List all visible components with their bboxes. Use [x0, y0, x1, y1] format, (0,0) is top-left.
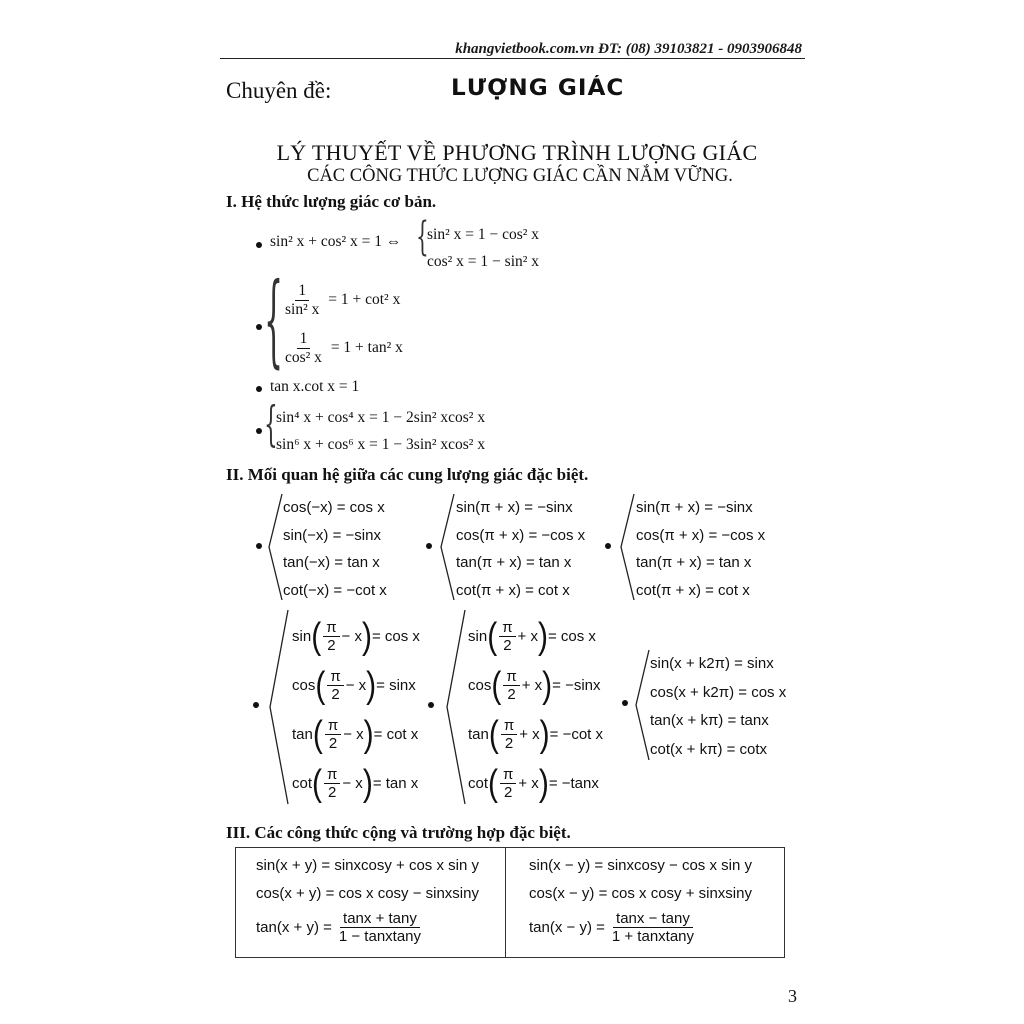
- formula-line: sin(π + x) = −sinx: [456, 499, 573, 516]
- formula-line: cos ( $\frac{\pi}{2}$ + x ) = −sinx: [468, 664, 601, 706]
- bullet: [428, 702, 434, 708]
- formula-line: sin(x + k2π) = sinx: [650, 655, 774, 672]
- formula-line: tan(−x) = tan x: [283, 554, 380, 571]
- formula-line: tan(x + kπ) = tanx: [650, 712, 769, 729]
- addition-formulas-left: [256, 852, 479, 946]
- group-negative-angle: [283, 494, 387, 604]
- system-power-identities: [276, 404, 485, 458]
- formula-line: sin ( $\frac{\pi}{2}$ + x ) = cos x: [468, 615, 596, 657]
- fraction: $\frac{1}{\text{cos² x}}$: [285, 330, 322, 366]
- fraction: $\frac{\pi}{2}$: [325, 717, 341, 753]
- formula-line: sin⁶ x + cos⁶ x = 1 − 3sin² xcos² x: [276, 436, 486, 453]
- formula-line: sin(−x) = −sinx: [283, 526, 381, 544]
- addition-formulas-right: [529, 852, 752, 946]
- bullet: [256, 543, 262, 549]
- section-3-heading: III. Các công thức cộng và trường hợp đặc biệt.: [226, 823, 571, 842]
- angle-bracket-icon: [438, 492, 456, 602]
- fraction: $\frac{\pi}{2}$: [500, 766, 516, 802]
- formula-line: sin(π + x) = −sinx: [636, 499, 753, 516]
- brace-icon: {: [416, 214, 429, 260]
- formula-line: sin(x + y) = sinxcosy + cos x sin y: [256, 857, 479, 874]
- page-number: 3: [788, 986, 797, 1006]
- formula-line: sin ( $\frac{\pi}{2}$ − x ) = cos x: [292, 615, 420, 657]
- brace-icon: {: [264, 261, 284, 378]
- formula-line: cos(x + y) = cos x cosy − sinxsiny: [256, 885, 479, 902]
- formula-line: cos(π + x) = −cos x: [456, 526, 586, 544]
- formula-line: tan(π + x) = tan x: [456, 554, 572, 571]
- bullet: [256, 242, 262, 248]
- table-divider: [505, 847, 506, 958]
- group-complementary-angle: [292, 612, 420, 808]
- group-pi-plus-angle: [456, 494, 585, 604]
- system-pythagorean: [427, 221, 539, 275]
- bullet: [256, 324, 262, 330]
- formula-line: cot(π + x) = cot x: [456, 581, 570, 599]
- angle-bracket-icon: [633, 648, 651, 762]
- bullet: [426, 543, 432, 549]
- formula-line: tan ( $\frac{\pi}{2}$ − x ) = cot x: [292, 713, 419, 755]
- formula-line: tan ( $\frac{\pi}{2}$ + x ) = −cot x: [468, 713, 604, 755]
- reciprocal-cos-line: $\frac{1}{\text{cos² x}}$ = 1 + tan² x: [280, 330, 403, 367]
- formula-line: cos(x − y) = cos x cosy + sinxsiny: [529, 885, 752, 902]
- formula-line: cot(x + kπ) = cotx: [650, 740, 768, 758]
- bullet: [256, 386, 262, 392]
- bullet: [622, 700, 628, 706]
- fraction: $\frac{1}{\text{sin² x}}$: [285, 282, 320, 318]
- formula-line: tan(π + x) = tan x: [636, 554, 752, 571]
- formula-line: cot(π + x) = cot x: [636, 581, 750, 599]
- formula-line: cos(x + k2π) = cos x: [650, 683, 787, 701]
- fraction: $\frac{\tan x - \tan y}{\text{1 + tanxtany}}$: [611, 910, 695, 946]
- group-pi-plus-angle-repeat: [636, 494, 765, 604]
- bullet: [256, 428, 262, 434]
- identity-pythagorean: sin² x + cos² x = 1 ⇔: [270, 233, 402, 250]
- group-supplementary-half-angle: [468, 612, 603, 808]
- formula-line: cos(π + x) = −cos x: [636, 526, 766, 544]
- topic-label: Chuyên đề:: [226, 78, 332, 103]
- fraction: $\frac{\pi}{2}$: [324, 766, 340, 802]
- formula-line: cos ( $\frac{\pi}{2}$ − x ) = sinx: [292, 664, 416, 706]
- fraction: $\frac{\pi}{2}$: [499, 619, 515, 655]
- section-2-heading: II. Mối quan hệ giữa các cung lượng giác đặc biệt.: [226, 465, 589, 484]
- sub-title: CÁC CÔNG THỨC LƯỢNG GIÁC CẦN NẮM VỮNG.: [307, 166, 733, 186]
- tan-cot-identity: tan x.cot x = 1: [270, 378, 360, 395]
- brace-icon: {: [264, 396, 278, 452]
- fraction: $\frac{\tan x + \tan y}{\text{1 − tanxtany}}$: [338, 910, 422, 946]
- formula-line: sin(x − y) = sinxcosy − cos x sin y: [529, 857, 752, 874]
- fraction: $\frac{\pi}{2}$: [501, 717, 517, 753]
- angle-bracket-icon: [618, 492, 636, 602]
- fraction: $\frac{\pi}{2}$: [323, 619, 339, 655]
- formula-line: cot ( $\frac{\pi}{2}$ − x ) = tan x: [292, 762, 419, 804]
- header-contact: khangvietbook.com.vn ĐT: (08) 39103821 - 0903906848: [455, 41, 802, 57]
- header-rule: [220, 58, 805, 59]
- topic-title: LƯỢNG GIÁC: [451, 76, 625, 101]
- angle-bracket-icon: [266, 608, 292, 806]
- formula-line: cos² x = 1 − sin² x: [427, 253, 540, 270]
- group-periodicity: [650, 650, 786, 764]
- angle-bracket-icon: [443, 608, 469, 806]
- main-title: LÝ THUYẾT VỀ PHƯƠNG TRÌNH LƯỢNG GIÁC: [276, 140, 758, 165]
- section-1-heading: I. Hệ thức lượng giác cơ bản.: [226, 192, 437, 211]
- formula-line: sin² x = 1 − cos² x: [427, 226, 540, 243]
- formula-line: sin⁴ x + cos⁴ x = 1 − 2sin² xcos² x: [276, 409, 486, 426]
- reciprocal-sin-line: $\frac{1}{\text{sin² x}}$ = 1 + cot² x: [280, 282, 400, 319]
- formula-line: cot(−x) = −cot x: [283, 581, 387, 599]
- fraction: $\frac{\pi}{2}$: [327, 668, 343, 704]
- angle-bracket-icon: [266, 492, 284, 602]
- formula-line: cos(−x) = cos x: [283, 499, 385, 516]
- formula-line: tan(x − y) = $\frac{\tan x - \tan y}{\text{1 + tanxtany}}$: [529, 910, 752, 946]
- bullet: [253, 702, 259, 708]
- bullet: [605, 543, 611, 549]
- formula-line: cot ( $\frac{\pi}{2}$ + x ) = −tanx: [468, 762, 599, 804]
- fraction: $\frac{\pi}{2}$: [503, 668, 519, 704]
- formula-line: tan(x + y) = $\frac{\tan x + \tan y}{\text{1 − tanxtany}}$: [256, 910, 479, 946]
